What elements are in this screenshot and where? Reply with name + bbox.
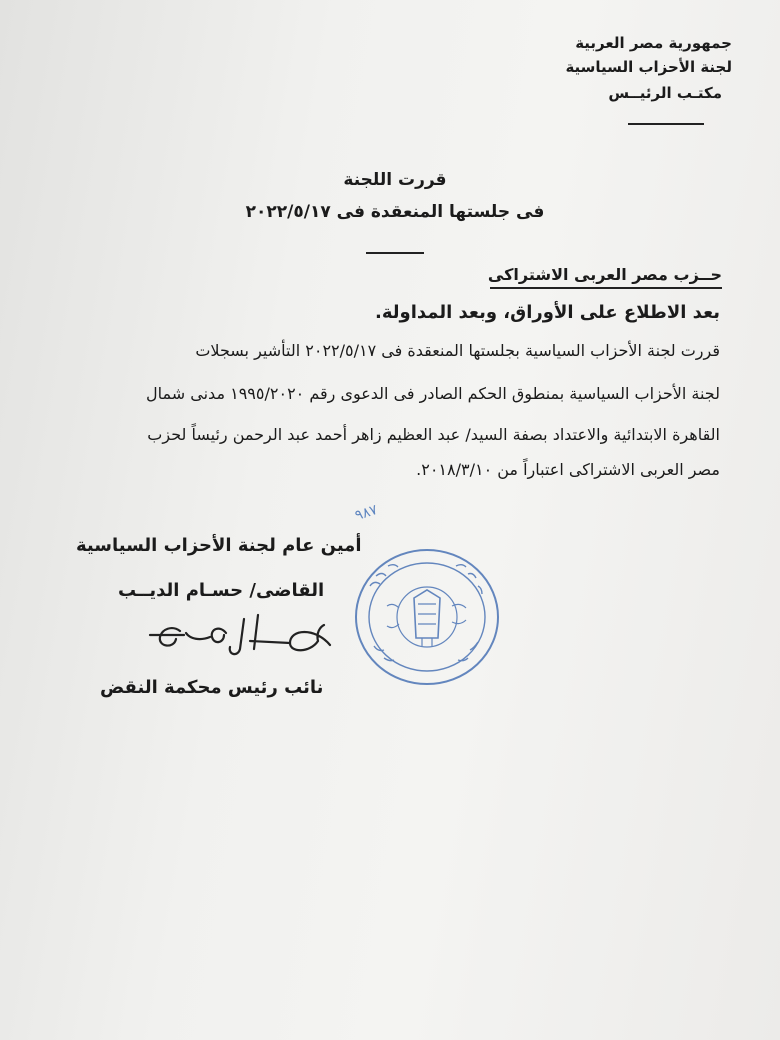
header-divider — [628, 123, 704, 125]
judge-name: القاضى/ حسـام الديــب — [118, 580, 325, 601]
party-subject: حــزب مصر العربى الاشتراكى — [487, 265, 722, 284]
stamp-handwritten-mark: ٩٨٧ — [353, 501, 380, 525]
judge-position: نائب رئيس محكمة النقض — [100, 677, 324, 698]
body-line-4: مصر العربى الاشتراكى اعتباراً من ٢٠١٨/٣/١٠. — [416, 460, 720, 479]
body-line-3: القاهرة الابتدائية والاعتداد بصفة السيد/ عبد العظيم زاهر أحمد عبد الرحمن رئيساً لحزب — [147, 425, 720, 444]
decision-heading: قررت اللجنة — [343, 170, 447, 190]
title-divider — [366, 252, 424, 254]
handwritten-signature — [140, 605, 340, 665]
subject-underline — [490, 287, 722, 289]
session-date: فى جلستها المنعقدة فى ٢٠٢٢/٥/١٧ — [245, 202, 545, 222]
header-office: مكتـب الرئيــس — [608, 84, 722, 102]
preamble: بعد الاطلاع على الأوراق، وبعد المداولة. — [375, 302, 720, 323]
official-seal-stamp — [352, 546, 502, 688]
header-committee: لجنة الأحزاب السياسية — [565, 58, 732, 76]
body-line-2: لجنة الأحزاب السياسية بمنطوق الحكم الصادر فى الدعوى رقم ١٩٩٥/٢٠٢٠ مدنى شمال — [146, 384, 720, 403]
body-line-1: قررت لجنة الأحزاب السياسية بجلستها المنعقدة فى ٢٠٢٢/٥/١٧ التأشير بسجلات — [195, 341, 720, 360]
header-country: جمهورية مصر العربية — [575, 34, 732, 52]
secretary-general-title: أمين عام لجنة الأحزاب السياسية — [76, 535, 362, 556]
